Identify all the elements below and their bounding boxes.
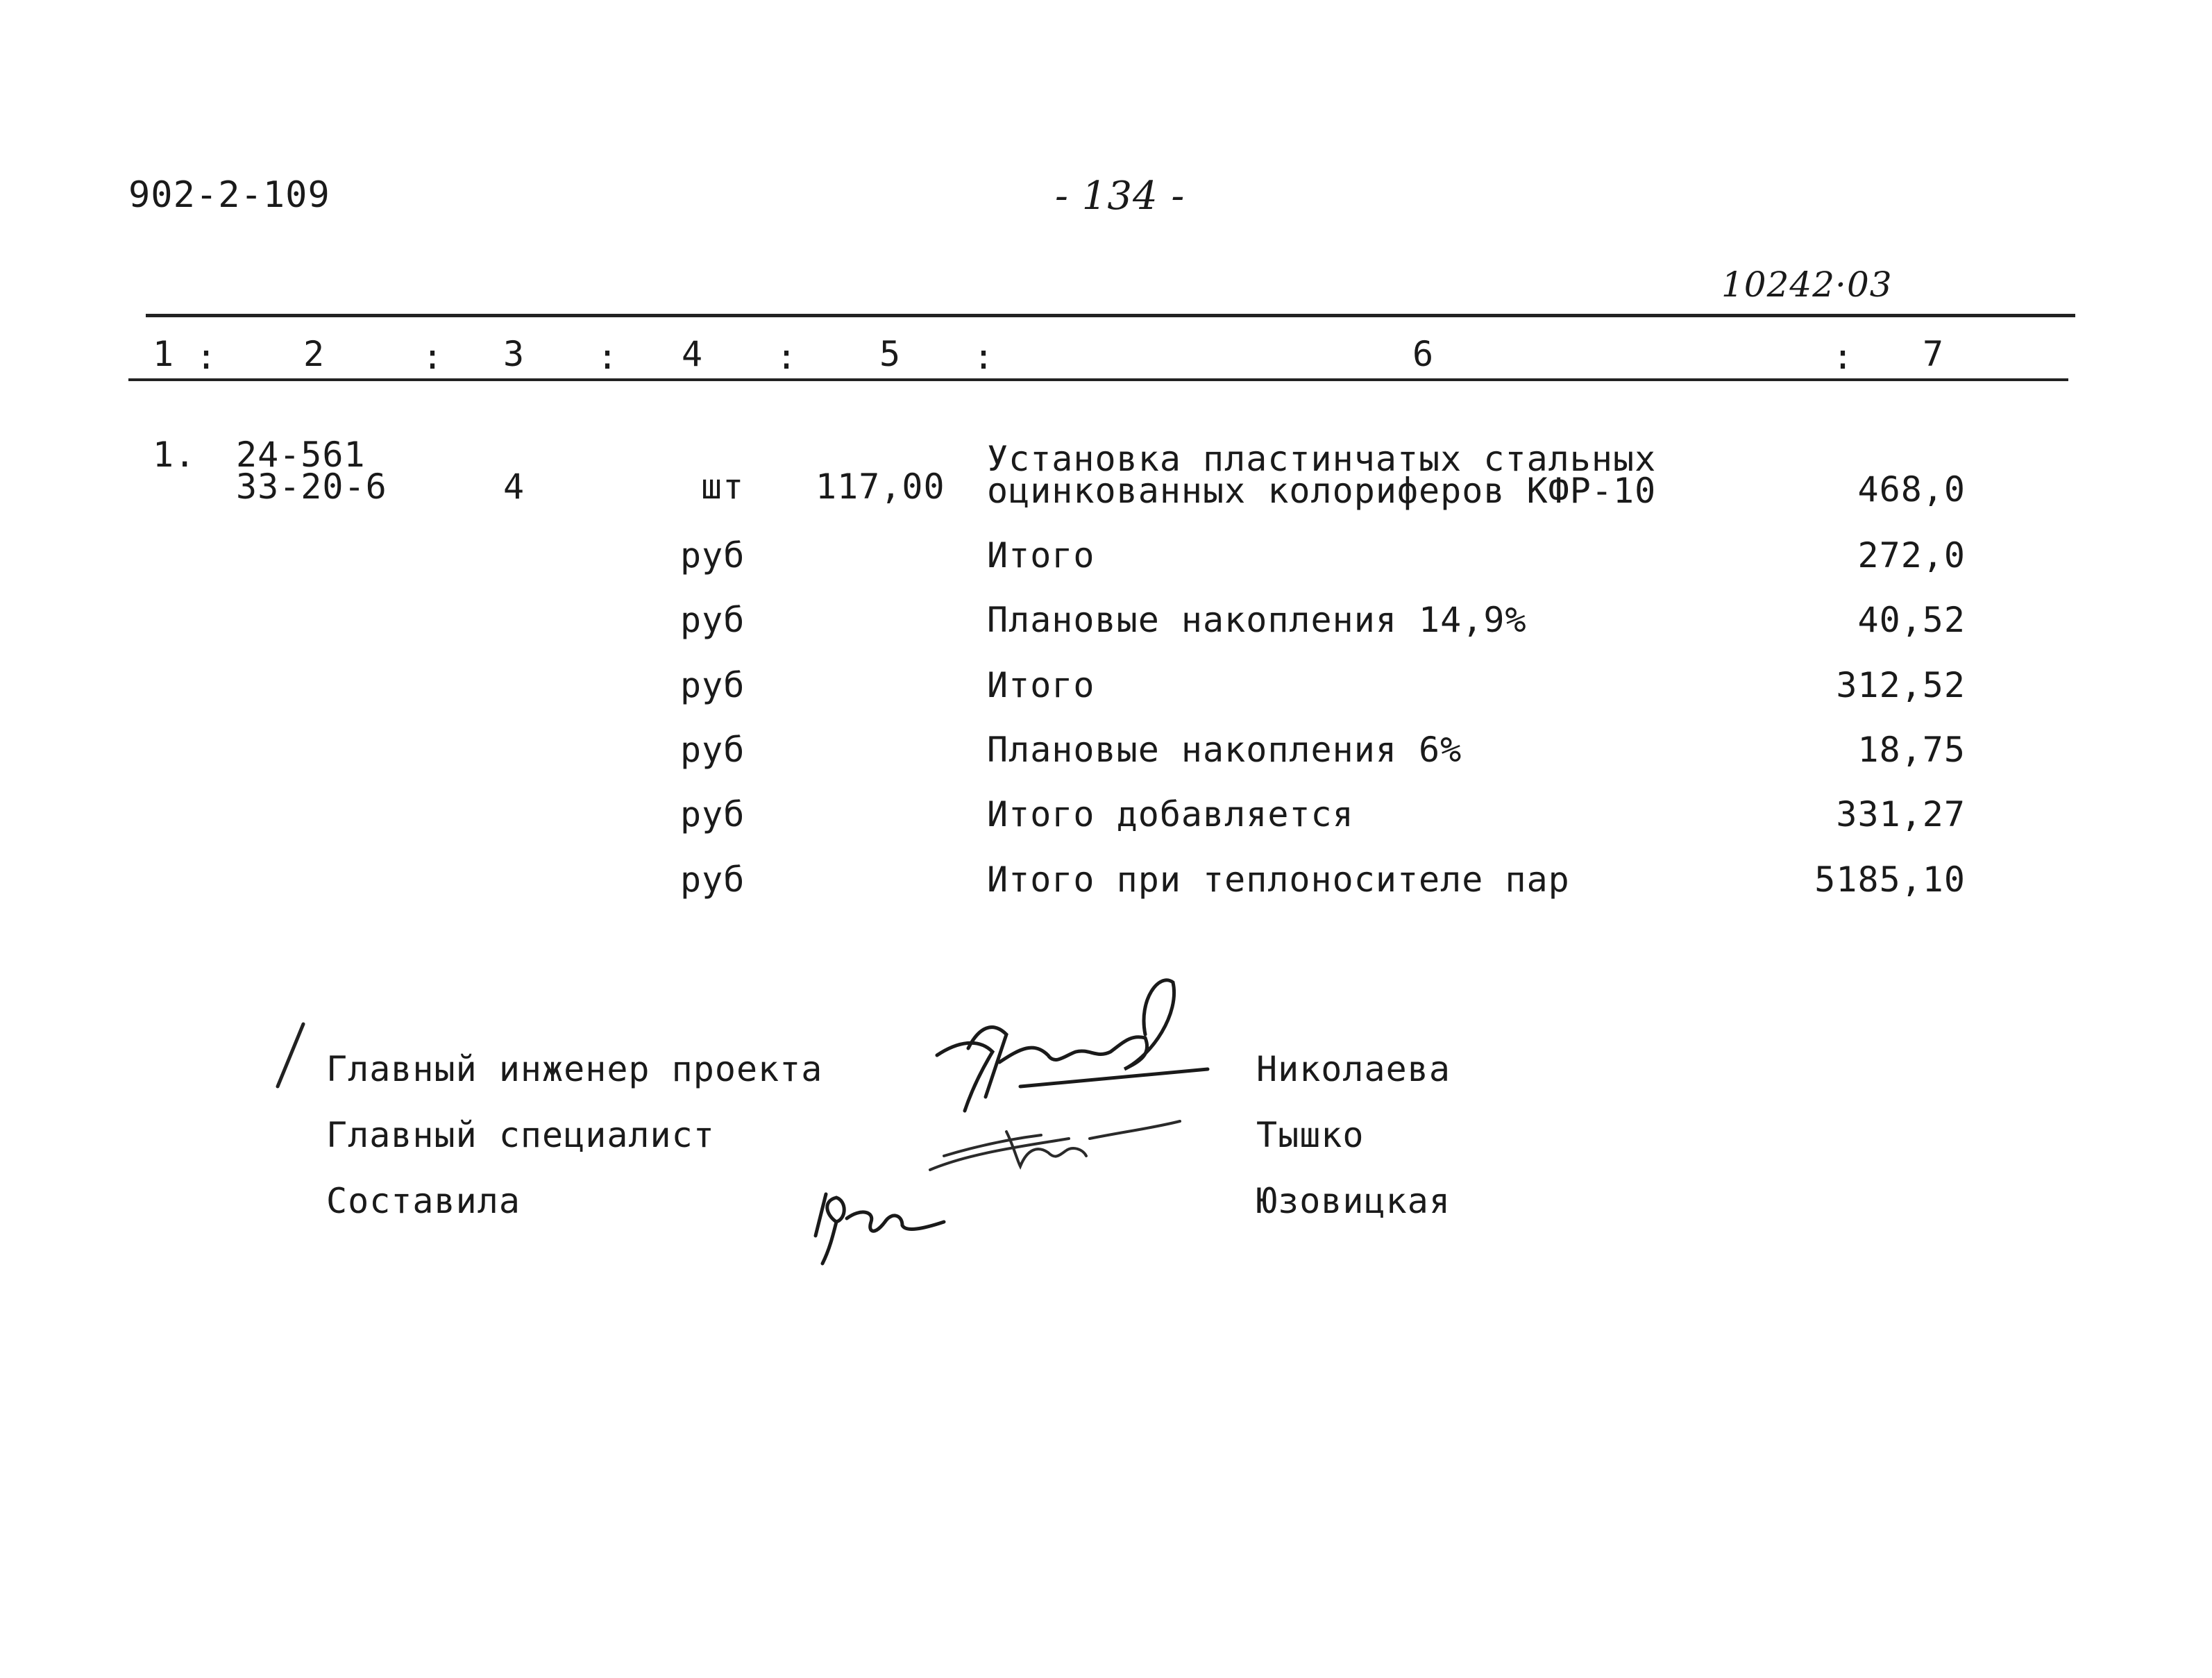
column-header-5: 5 (879, 334, 902, 374)
column-header-6: 6 (1412, 334, 1435, 374)
signatory-name: Николаева (1256, 1049, 1451, 1089)
column-separator: : (597, 337, 618, 377)
page-number: - 134 - (1055, 174, 1185, 219)
unit: руб (680, 535, 745, 576)
table-top-rule (146, 314, 2075, 317)
signatory-role: Главный инженер проекта (326, 1049, 823, 1089)
column-header-3: 3 (503, 334, 525, 374)
signature-scribble-icon (916, 1090, 1194, 1180)
document-code: 902-2-109 (128, 174, 330, 216)
column-separator: : (422, 337, 444, 377)
column-header-4: 4 (682, 334, 704, 374)
subtotal-label: Плановые накопления 14,9% (987, 600, 1527, 640)
subtotal-label: Итого (987, 665, 1095, 705)
unit: руб (680, 665, 745, 705)
rate-code: 33-20-6 (236, 467, 387, 507)
unit: руб (680, 859, 745, 900)
subtotal-value: 40,52 (1857, 600, 1966, 640)
description: оцинкованных колориферов КФР-10 (987, 471, 1657, 511)
signatory-role: Составила (326, 1181, 521, 1221)
column-separator: : (1832, 337, 1854, 377)
subtotal-label: Итого добавляется (987, 794, 1354, 834)
column-header-7: 7 (1923, 334, 1945, 374)
signatory-role: Главный специалист (326, 1115, 715, 1155)
signature-scribble-icon (805, 1180, 958, 1270)
column-separator: : (776, 337, 797, 377)
subtotal-value: 331,27 (1836, 794, 1966, 834)
column-header-1: 1 (153, 334, 175, 374)
subtotal-value: 5185,10 (1814, 859, 1966, 900)
description: Установка пластинчатых стальных (987, 439, 1657, 479)
table-header-rule (128, 378, 2068, 381)
unit: руб (680, 600, 745, 640)
subtotal-label: Итого (987, 535, 1095, 576)
rate-code: 24-561 (236, 435, 366, 475)
column-separator: : (973, 337, 995, 377)
subtotal-value: 312,52 (1836, 665, 1966, 705)
slash-mark-icon (272, 1021, 314, 1097)
column-header-2: 2 (303, 334, 326, 374)
unit: руб (680, 794, 745, 834)
sheet-code: 10242·03 (1721, 265, 1893, 305)
signatory-name: Тышко (1256, 1115, 1365, 1155)
quantity: 4 (503, 467, 525, 507)
subtotal-label: Итого при теплоносителе пар (987, 859, 1570, 900)
unit: руб (680, 730, 745, 770)
column-separator: : (196, 337, 217, 377)
subtotal-value: 272,0 (1857, 535, 1966, 576)
subtotal-value: 18,75 (1857, 730, 1966, 770)
signatory-name: Юзовицкая (1256, 1181, 1451, 1221)
unit-price: 117,00 (816, 467, 945, 507)
unit: шт (701, 467, 745, 507)
line-total: 468,0 (1857, 469, 1966, 510)
row-number: 1. (153, 435, 196, 475)
subtotal-label: Плановые накопления 6% (987, 730, 1462, 770)
